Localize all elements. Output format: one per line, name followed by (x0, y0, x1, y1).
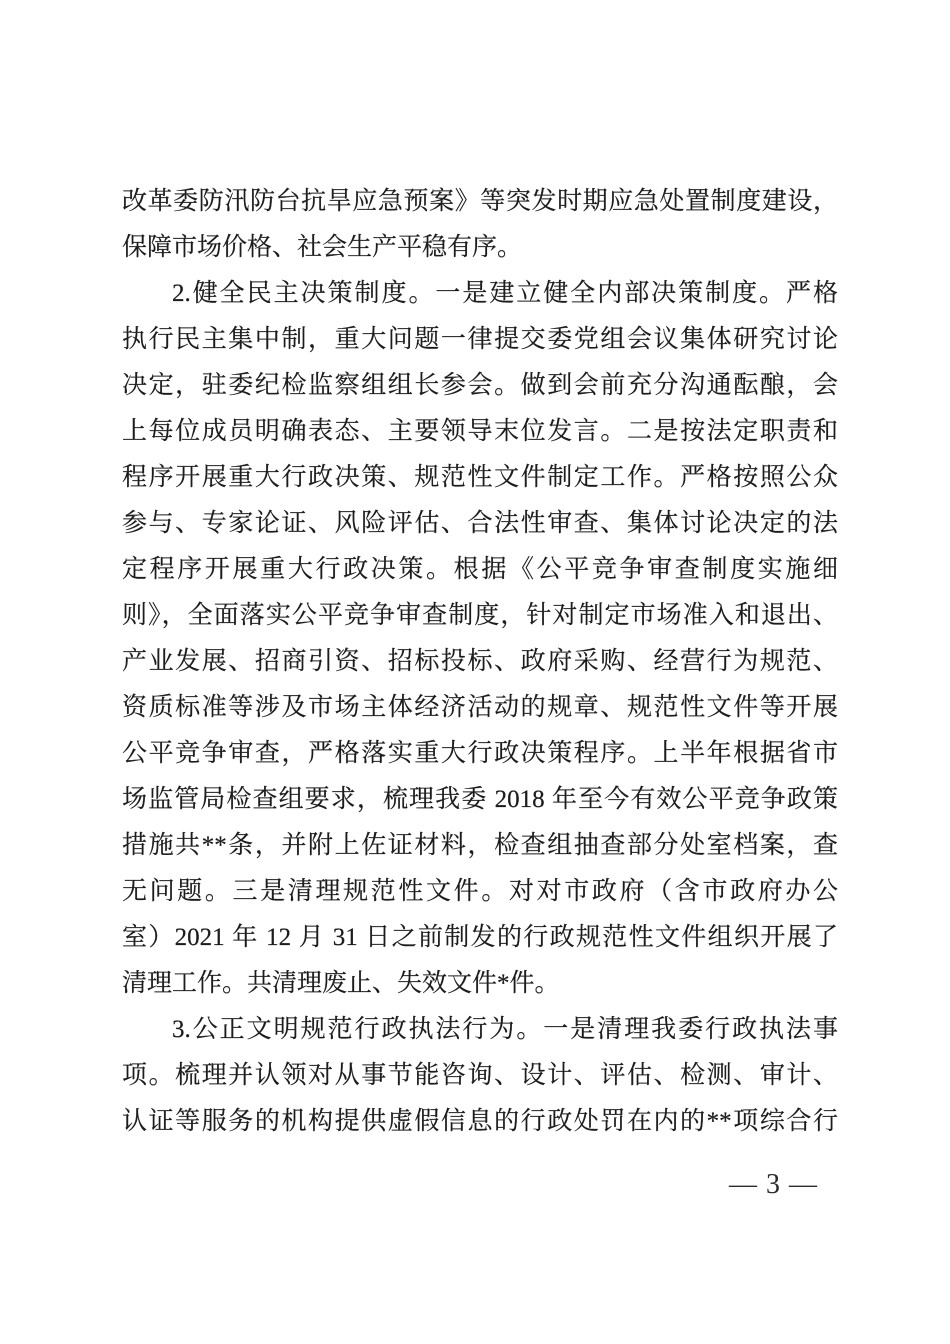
text-line: 参与、专家论证、风险评估、合法性审查、集体讨论决定的法 (122, 510, 838, 537)
text-line: 改革委防汛防台抗旱应急预案》等突发时期应急处置制度建设， (122, 188, 838, 215)
text-line: 决定，驻委纪检监察组组长参会。做到会前充分沟通酝酿，会 (122, 372, 838, 399)
text-line: 室）2021 年 12 月 31 日之前制发的行政规范性文件组织开展了 (122, 924, 838, 951)
text-line: 定程序开展重大行政决策。根据《公平竞争审查制度实施细 (122, 556, 838, 583)
text-line: 清理工作。共清理废止、失效文件*件。 (122, 970, 560, 997)
text-line: 认证等服务的机构提供虚假信息的行政处罚在内的**项综合行 (122, 1108, 838, 1135)
text-line: 场监管局检查组要求，梳理我委 2018 年至今有效公平竞争政策 (122, 786, 838, 813)
text-line: 保障市场价格、社会生产平稳有序。 (122, 234, 523, 261)
text-line: 则》，全面落实公平竞争审查制度，针对制定市场准入和退出、 (122, 602, 838, 629)
document-body (122, 179, 838, 1145)
text-line: 资质标准等涉及市场主体经济活动的规章、规范性文件等开展 (122, 694, 838, 721)
text-line: 项。梳理并认领对从事节能咨询、设计、评估、检测、审计、 (122, 1062, 838, 1089)
text-line: 3.公正文明规范行政执法行为。一是清理我委行政执法事 (172, 1016, 838, 1043)
text-line: 公平竞争审查，严格落实重大行政决策程序。上半年根据省市 (122, 740, 838, 767)
text-line: 执行民主集中制，重大问题一律提交委党组会议集体研究讨论 (122, 326, 838, 353)
text-line: 无问题。三是清理规范性文件。对对市政府（含市政府办公 (122, 878, 838, 905)
text-line: 上每位成员明确表态、主要领导末位发言。二是按法定职责和 (122, 418, 838, 445)
text-line: 程序开展重大行政决策、规范性文件制定工作。严格按照公众 (122, 464, 838, 491)
text-line: 2.健全民主决策制度。一是建立健全内部决策制度。严格 (172, 280, 838, 307)
page-number: — 3 — (729, 1169, 818, 1200)
text-line: 产业发展、招商引资、招标投标、政府采购、经营行为规范、 (122, 648, 838, 675)
text-line: 措施共**条，并附上佐证材料，检查组抽查部分处室档案，查 (122, 832, 838, 859)
